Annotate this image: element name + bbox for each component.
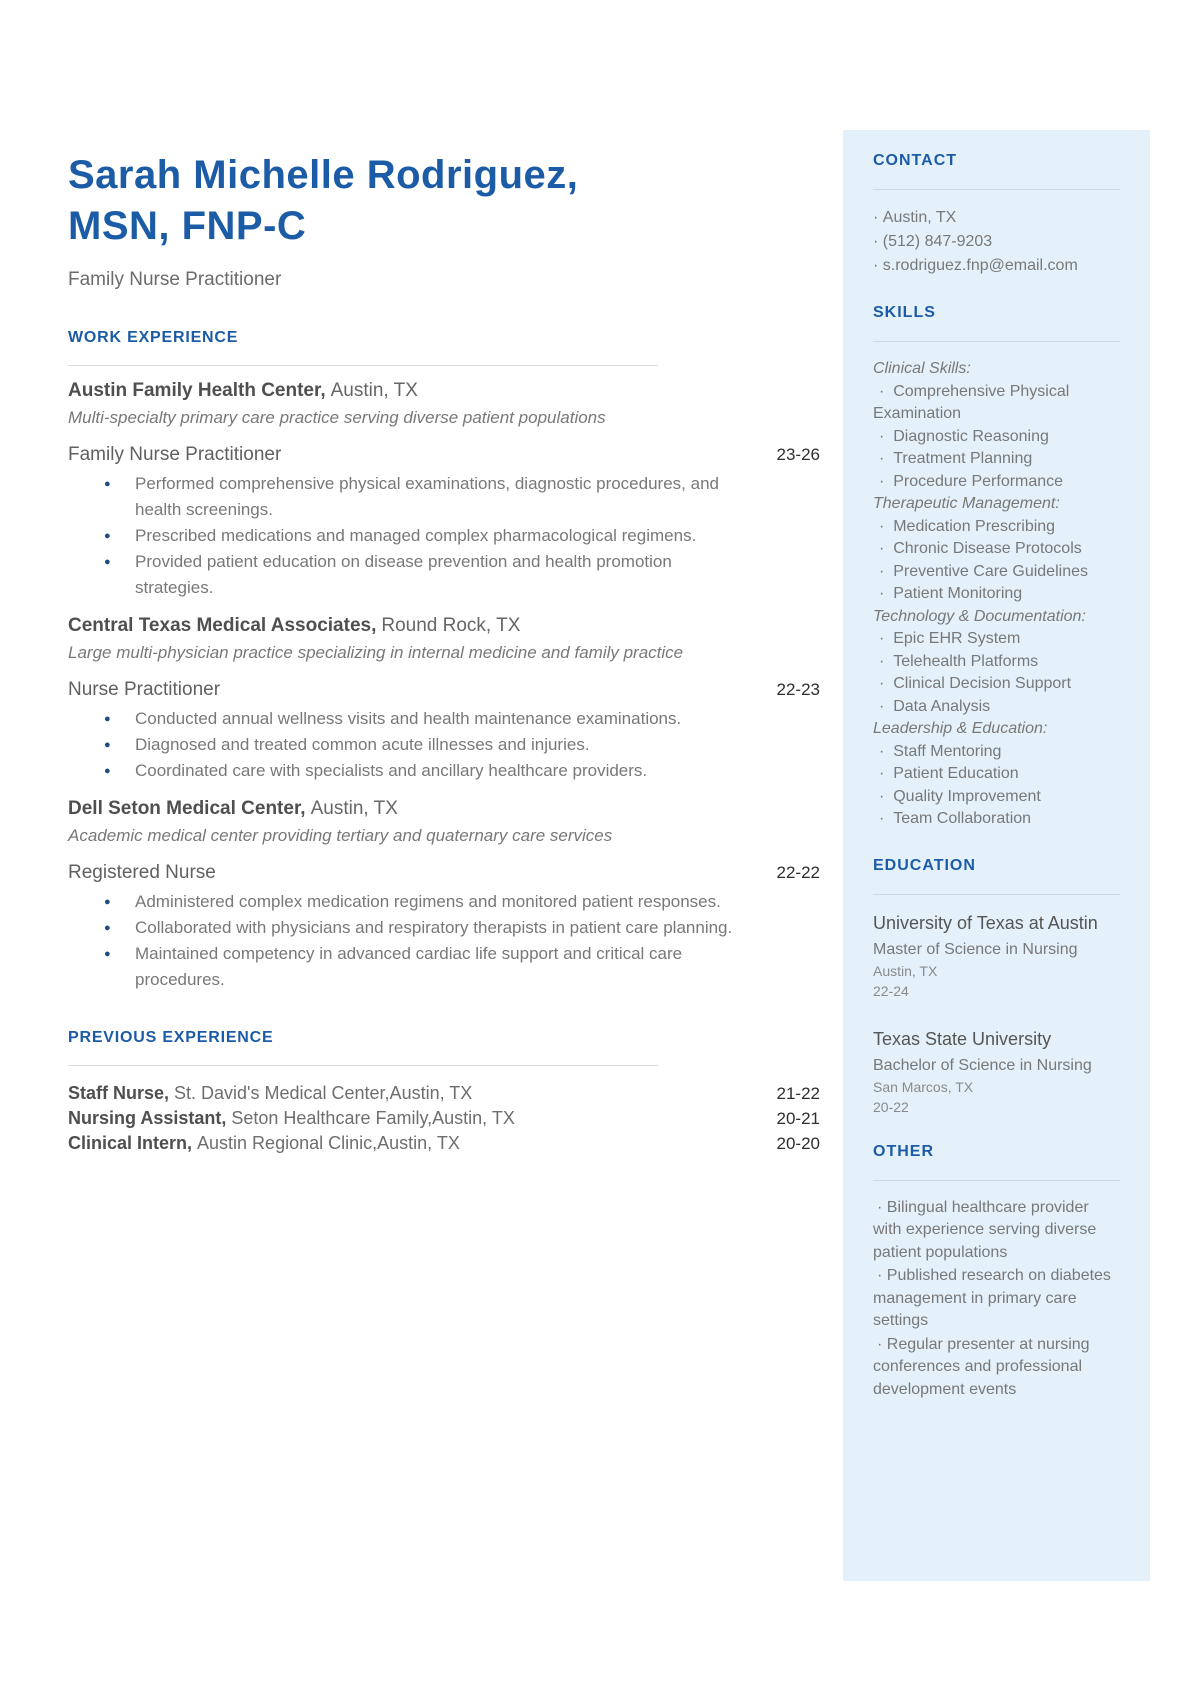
skills-section: [873, 304, 1120, 831]
bullet-text: Maintained competency in advanced cardiac life support and critical care procedures.: [135, 944, 683, 989]
previous-role-line: [68, 1131, 460, 1156]
role-bullet-list: [68, 706, 820, 784]
section-divider: [873, 189, 1120, 190]
previous-role-org: Seton Healthcare Family,Austin, TX: [231, 1108, 515, 1128]
bullet-item: [68, 915, 763, 941]
other-item: · Published research on diabetes management in primary care settings: [873, 1265, 1120, 1333]
section-divider: [68, 365, 658, 366]
bullet-item: [68, 471, 763, 523]
role-row: [68, 860, 820, 886]
company-line: [68, 797, 820, 821]
skill-group-label: Therapeutic Management:: [873, 495, 1060, 512]
degree: Master of Science in Nursing: [873, 940, 1078, 958]
section-heading-work-experience: WORK EXPERIENCE: [68, 329, 239, 346]
bullet-item: [68, 941, 763, 993]
skill-item: · Team Collaboration: [873, 808, 1120, 831]
role-dates: 22-22: [776, 863, 820, 882]
bullet-item: [68, 706, 763, 732]
previous-role-dates: 21-22: [776, 1084, 820, 1103]
bullet-text: Collaborated with physicians and respiratory therapists in patient care planning.: [135, 918, 733, 937]
degree: Bachelor of Science in Nursing: [873, 1056, 1092, 1074]
other-item: · Regular presenter at nursing conferences and professional development events: [873, 1334, 1120, 1402]
bullet-item: [68, 732, 763, 758]
previous-experience-section: [68, 1029, 820, 1156]
school-dates: 20-22: [873, 1098, 909, 1115]
company-description: Large multi-physician practice specializing in internal medicine and family practice: [68, 643, 684, 662]
section-divider: [68, 1065, 658, 1066]
contact-item-location: · Austin, TX: [873, 206, 1120, 230]
skill-item: · Patient Monitoring: [873, 583, 1120, 606]
work-experience-section: [68, 329, 820, 993]
role-bullet-list: [68, 889, 820, 993]
company-line: [68, 379, 820, 403]
previous-experience-row: [68, 1081, 820, 1106]
previous-role-org: Austin Regional Clinic,Austin, TX: [197, 1133, 460, 1153]
skill-item: · Comprehensive Physical Examination: [873, 381, 1120, 426]
previous-role-line: [68, 1106, 515, 1131]
previous-experience-list: [68, 1081, 820, 1156]
company-name: Austin Family Health Center,: [68, 380, 326, 401]
school-name: University of Texas at Austin: [873, 912, 1098, 933]
company-name: Central Texas Medical Associates,: [68, 615, 377, 636]
role-dates: 22-23: [776, 680, 820, 699]
bullet-text: Prescribed medications and managed complex pharmacological regimens.: [135, 526, 697, 545]
contact-item-phone: · (512) 847-9203: [873, 230, 1120, 254]
bullet-item: [68, 549, 763, 601]
role-title: Registered Nurse: [68, 862, 216, 883]
previous-role-line: [68, 1081, 472, 1106]
section-heading-skills: SKILLS: [873, 304, 936, 321]
previous-experience-row: [68, 1131, 820, 1156]
resume-name-line2: MSN, FNP-C: [68, 204, 307, 248]
bullet-text: Performed comprehensive physical examinations, diagnostic procedures, and health screenings.: [135, 474, 719, 519]
company-line: [68, 614, 820, 638]
section-heading-other: OTHER: [873, 1142, 934, 1160]
previous-role-title: Clinical Intern,: [68, 1133, 193, 1153]
section-divider: [873, 341, 1120, 342]
bullet-text: Conducted annual wellness visits and health maintenance examinations.: [135, 709, 682, 728]
other-item: · Bilingual healthcare provider with experience serving diverse patient populations: [873, 1197, 1120, 1265]
company-location: Austin, TX: [310, 798, 398, 819]
skill-item: · Telehealth Platforms: [873, 651, 1120, 674]
company-description: Multi-specialty primary care practice serving diverse patient populations: [68, 408, 606, 427]
skill-item: · Epic EHR System: [873, 628, 1120, 651]
previous-role-dates: 20-21: [776, 1109, 820, 1128]
bullet-item: [68, 758, 763, 784]
bullet-text: Provided patient education on disease prevention and health promotion strategies.: [135, 552, 672, 597]
skill-item: · Treatment Planning: [873, 448, 1120, 471]
contact-section: [873, 152, 1120, 278]
company-name: Dell Seton Medical Center,: [68, 798, 306, 819]
resume-name: [68, 150, 820, 252]
section-divider: [873, 1180, 1120, 1181]
role-title: Family Nurse Practitioner: [68, 444, 282, 465]
skill-item: · Medication Prescribing: [873, 516, 1120, 539]
school-location: Austin, TX: [873, 962, 938, 979]
skill-group-label: Clinical Skills:: [873, 360, 971, 377]
bullet-text: Diagnosed and treated common acute illnesses and injuries.: [135, 735, 590, 754]
previous-role-title: Nursing Assistant,: [68, 1108, 227, 1128]
resume-name-line1: Sarah Michelle Rodriguez,: [68, 153, 579, 197]
sidebar: [843, 130, 1150, 1581]
education-entry: [873, 1027, 1120, 1117]
skill-item: · Clinical Decision Support: [873, 673, 1120, 696]
section-heading-contact: CONTACT: [873, 152, 958, 169]
education-entry: [873, 911, 1120, 1001]
skill-item: · Preventive Care Guidelines: [873, 561, 1120, 584]
contact-item-email: · s.rodriguez.fnp@email.com: [873, 254, 1120, 278]
school-location: San Marcos, TX: [873, 1078, 974, 1095]
job-title: Family Nurse Practitioner: [68, 269, 282, 290]
skill-item: · Chronic Disease Protocols: [873, 538, 1120, 561]
resume-main-column: [68, 0, 820, 1156]
skill-item: · Quality Improvement: [873, 786, 1120, 809]
bullet-item: [68, 523, 763, 549]
company-location: Round Rock, TX: [381, 615, 521, 636]
skill-item: · Patient Education: [873, 763, 1120, 786]
bullet-text: Administered complex medication regimens and monitored patient responses.: [135, 892, 721, 911]
previous-role-org: St. David's Medical Center,Austin, TX: [174, 1083, 473, 1103]
previous-experience-row: [68, 1106, 820, 1131]
previous-role-title: Staff Nurse,: [68, 1083, 170, 1103]
skill-group-label: Technology & Documentation:: [873, 607, 1086, 625]
school-name: Texas State University: [873, 1028, 1052, 1049]
role-title: Nurse Practitioner: [68, 679, 221, 700]
education-section: [873, 857, 1120, 1117]
previous-role-dates: 20-20: [776, 1134, 820, 1153]
bullet-text: Coordinated care with specialists and ancillary healthcare providers.: [135, 761, 648, 780]
company-location: Austin, TX: [330, 380, 418, 401]
bullet-item: [68, 889, 763, 915]
role-bullet-list: [68, 471, 820, 601]
other-section: [873, 1143, 1120, 1402]
school-dates: 22-24: [873, 982, 909, 999]
role-dates: 23-26: [776, 445, 820, 464]
section-divider: [873, 894, 1120, 895]
skill-item: · Data Analysis: [873, 696, 1120, 719]
skill-group-label: Leadership & Education:: [873, 720, 1048, 737]
role-row: [68, 442, 820, 468]
company-description: Academic medical center providing tertiary and quaternary care services: [68, 826, 613, 845]
role-row: [68, 677, 820, 703]
section-heading-previous-experience: PREVIOUS EXPERIENCE: [68, 1029, 274, 1046]
section-heading-education: EDUCATION: [873, 856, 976, 874]
skill-item: · Staff Mentoring: [873, 741, 1120, 764]
skill-item: · Procedure Performance: [873, 471, 1120, 494]
skill-item: · Diagnostic Reasoning: [873, 426, 1120, 449]
